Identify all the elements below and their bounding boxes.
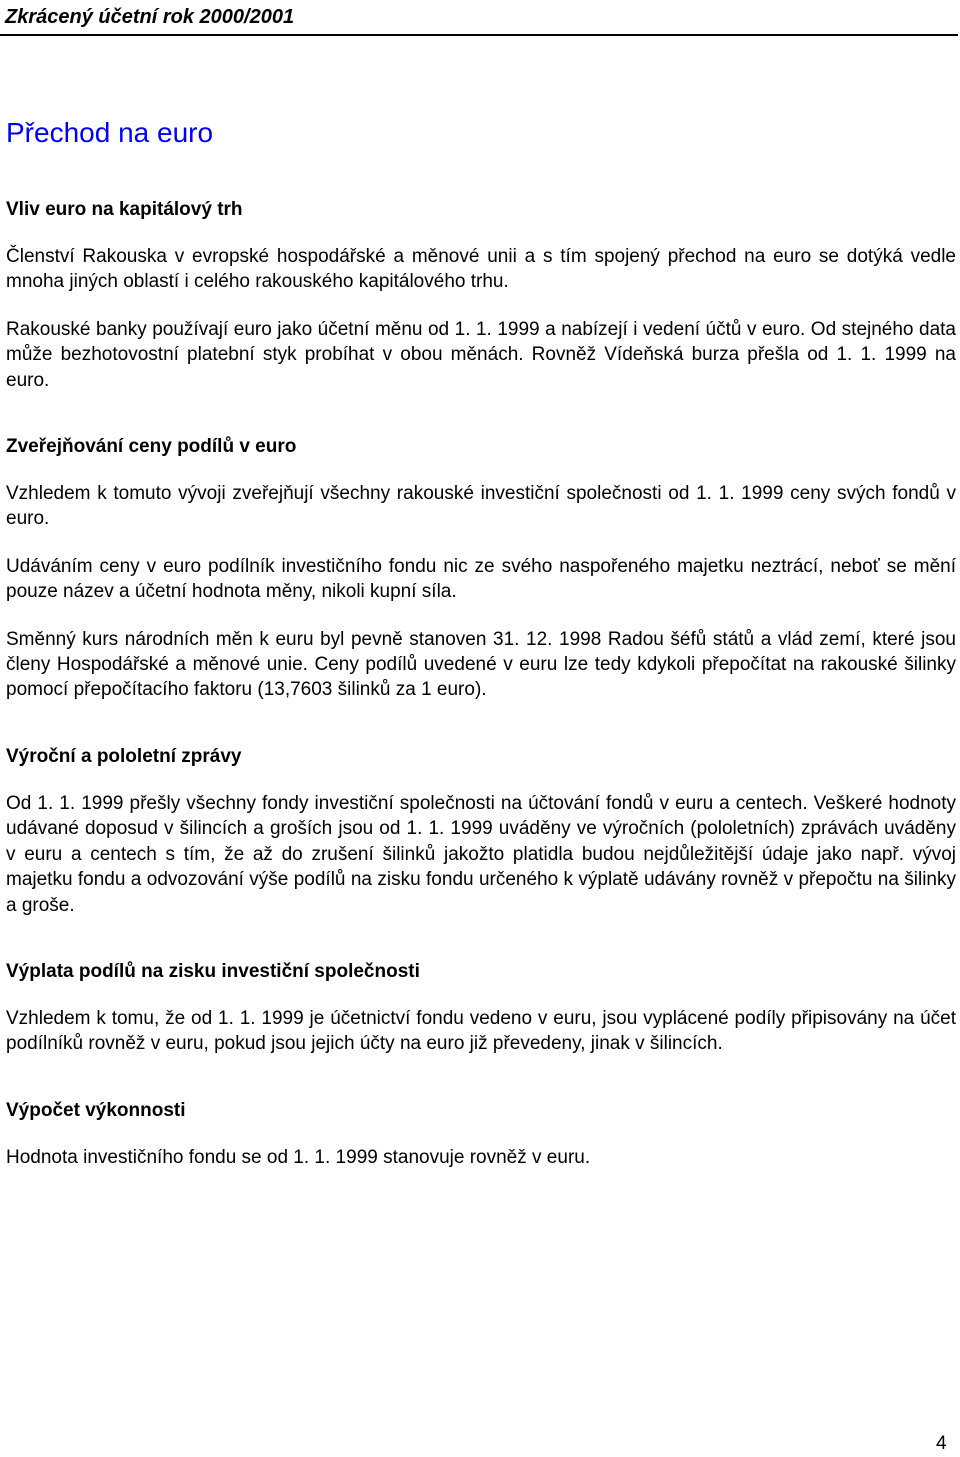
paragraph: Rakouské banky používají euro jako účetní měnu od 1. 1. 1999 a nabízejí i vedení účtů v euro. Od stejného data může bezhotovostní platební styk probíhat v obou měnách. Rovněž Vídeňská burza přešla od 1. 1. 1999 na euro.	[6, 318, 956, 391]
document-body	[6, 198, 956, 1192]
section-heading: Výplata podílů na zisku investiční společnosti	[6, 960, 420, 982]
page-heading: Přechod na euro	[6, 117, 214, 148]
paragraph: Členství Rakouska v evropské hospodářské a měnové unii a s tím spojený přechod na euro se dotýká vedle mnoha jiných oblastí i celého rakouského kapitálového trhu.	[6, 246, 956, 293]
paragraph: Vzhledem k tomu, že od 1. 1. 1999 je účetnictví fondu vedeno v euru, jsou vyplácené podíly připisovány na účet podílníků rovněž v euru, pokud jsou jejich účty na euro již převedeny, jinak v šilincích.	[6, 1007, 956, 1055]
paragraph: Hodnota investičního fondu se od 1. 1. 1999 stanovuje rovněž v euru.	[6, 1146, 591, 1168]
section-heading: Výroční a pololetní zprávy	[6, 745, 242, 767]
paragraph: Od 1. 1. 1999 přešly všechny fondy investiční společnosti na účtování fondů v euru a centech. Veškeré hodnoty udávané doposud v šilincích a groších jsou od 1. 1. 1999 uváděny ve výročních (pololetních) zprávách uváděny v euru a centech s tím, že až do zrušení šilinků jakožto platidla budou nejdůležitější údaje jako např. vývoj majetku fondu a odvozování výše podílů na zisku fondu určeného k výplatě udávány rovněž v přepočtu na šilinky a groše.	[6, 792, 956, 916]
section-heading: Zveřejňování ceny podílů v euro	[6, 436, 297, 458]
page-header	[0, 0, 958, 36]
paragraph: Vzhledem k tomuto vývoji zveřejňují všechny rakouské investiční společnosti od 1. 1. 1999 ceny svých fondů v euro.	[6, 483, 956, 530]
document-title: Zkrácený účetní rok 2000/2001	[5, 6, 295, 28]
page-number: 4	[936, 1433, 947, 1454]
section-heading: Výpočet výkonnosti	[6, 1099, 186, 1121]
paragraph: Udáváním ceny v euro podílník investičního fondu nic ze svého naspořeného majetku neztrácí, neboť se mění pouze název a účetní hodnota měny, nikoli kupní síla.	[6, 555, 956, 603]
paragraph: Směnný kurs národních měn k euru byl pevně stanoven 31. 12. 1998 Radou šéfů států a vlád zemí, které jsou členy Hospodářské a měnové unie. Ceny podílů uvedené v euru lze tedy kdykoli přepočítat na rakouské šilinky pomocí přepočítacího faktoru (13,7603 šilinků za 1 euro).	[6, 628, 956, 701]
section-heading: Vliv euro na kapitálový trh	[6, 199, 243, 220]
